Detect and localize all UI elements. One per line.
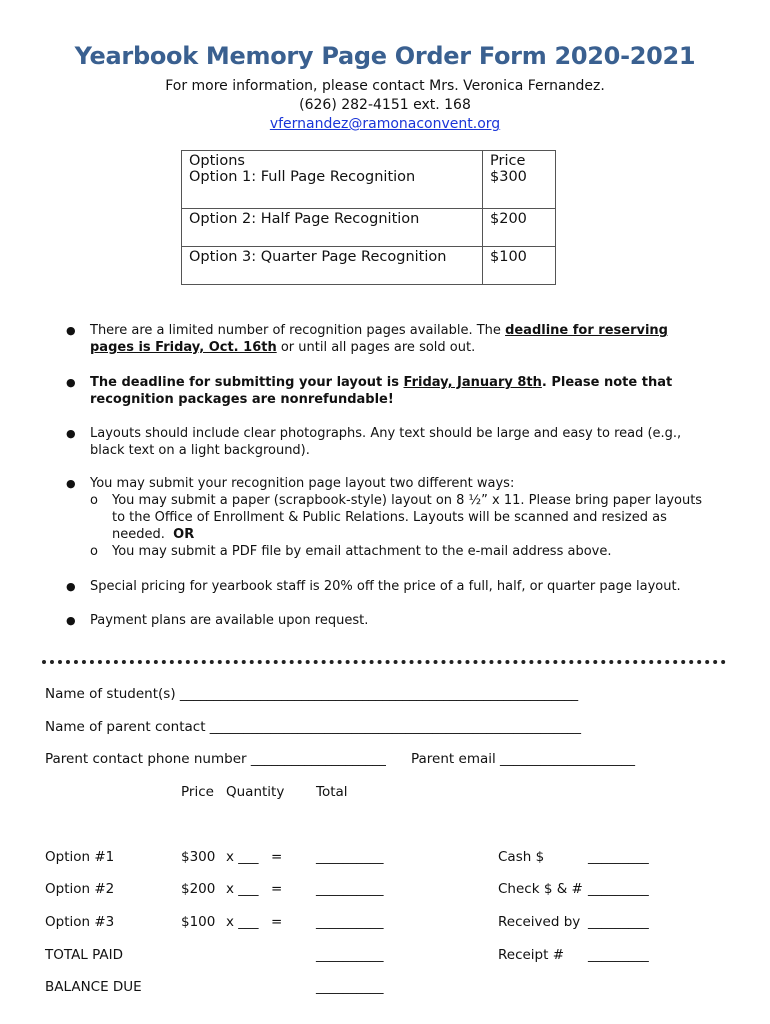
- equals-sign: =: [271, 914, 283, 930]
- bullet-text: The deadline for submitting your layout is: [90, 375, 404, 390]
- list-item: [66, 425, 716, 459]
- option-1-quantity-field[interactable]: x ___: [226, 849, 259, 865]
- bullet-icon: ●: [66, 477, 76, 490]
- bullet-text: There are a limited number of recognition pages available. The: [90, 323, 506, 338]
- option-3-total-field[interactable]: __________: [316, 914, 384, 930]
- balance-due-field[interactable]: __________: [316, 979, 384, 995]
- option-1-label: Option 1: Full Page Recognition: [189, 169, 416, 185]
- table-header-price: Price: [490, 153, 526, 169]
- bullet-text: or until all pages are sold out.: [276, 340, 476, 355]
- option-2-row-label: Option #2: [45, 881, 115, 897]
- col-header-quantity: Quantity: [226, 784, 285, 800]
- sub-list-item: [90, 492, 716, 543]
- parent-phone-field[interactable]: Parent contact phone number ____________________: [45, 751, 386, 767]
- list-item: [66, 578, 716, 595]
- option-2-label: Option 2: Half Page Recognition: [182, 209, 483, 247]
- col-header-total: Total: [316, 784, 348, 800]
- received-by-label: Received by: [498, 914, 581, 930]
- option-1-price: $300: [490, 169, 527, 185]
- bullet-text: Special pricing for yearbook staff is 20% off the price of a full, half, or quarter page layout.: [90, 579, 681, 594]
- bullet-text: Payment plans are available upon request.: [90, 613, 369, 628]
- option-2-total-field[interactable]: __________: [316, 881, 384, 897]
- layout-deadline: Friday, January 8th: [403, 375, 542, 390]
- total-paid-label: TOTAL PAID: [45, 947, 124, 963]
- list-item: [66, 322, 716, 356]
- bullet-text: . Please note that recognition packages are nonrefundable!: [90, 375, 673, 407]
- option-1-row-price: $300: [181, 849, 216, 865]
- bullet-icon: ●: [66, 376, 76, 389]
- check-label: Check $ & #: [498, 881, 583, 897]
- bullet-icon: ●: [66, 324, 76, 337]
- contact-line: For more information, please contact Mrs. Veronica Fernandez.: [165, 78, 605, 94]
- list-item: [66, 374, 716, 408]
- table-cell-price: [483, 151, 556, 209]
- bullet-icon: ●: [66, 580, 76, 593]
- cash-field[interactable]: _________: [588, 849, 649, 865]
- cash-label: Cash $: [498, 849, 545, 865]
- option-2-quantity-field[interactable]: x ___: [226, 881, 259, 897]
- list-item: [66, 475, 716, 560]
- option-3-price: $100: [483, 247, 556, 285]
- col-header-price: Price: [181, 784, 214, 800]
- contact-email-link[interactable]: vfernandez@ramonaconvent.org: [269, 116, 501, 132]
- sub-bullet-text: You may submit a PDF file by email attachment to the e-mail address above.: [112, 544, 612, 559]
- table-cell-option: [182, 151, 483, 209]
- table-row: [182, 151, 556, 209]
- student-name-field[interactable]: Name of student(s) ___________________________________________________________: [45, 686, 579, 702]
- equals-sign: =: [271, 849, 283, 865]
- sub-bullet-text: You may submit a paper (scrapbook-style) layout on 8 ½” x 11. Please bring paper layouts to the Office of Enrollment & Public Relations. Layouts will be scanned and resized as needed.: [112, 493, 703, 542]
- bullet-text: Layouts should include clear photographs. Any text should be large and easy to read (e.g., black text on a light background).: [90, 426, 682, 458]
- table-header-option: Options: [189, 153, 245, 169]
- receipt-label: Receipt #: [498, 947, 565, 963]
- options-table: [181, 150, 556, 285]
- page-title: Yearbook Memory Page Order Form 2020-2021: [74, 42, 696, 70]
- sub-bullet-icon: o: [90, 544, 98, 559]
- cut-line-divider: [42, 660, 726, 664]
- option-3-quantity-field[interactable]: x ___: [226, 914, 259, 930]
- option-2-row-price: $200: [181, 881, 216, 897]
- table-row: [182, 247, 556, 285]
- balance-due-label: BALANCE DUE: [45, 979, 142, 995]
- option-1-total-field[interactable]: __________: [316, 849, 384, 865]
- sub-list-item: [90, 543, 716, 560]
- option-3-row-price: $100: [181, 914, 216, 930]
- contact-phone: (626) 282-4151 ext. 168: [299, 97, 471, 113]
- bullet-icon: ●: [66, 427, 76, 440]
- parent-email-field[interactable]: Parent email ____________________: [411, 751, 636, 767]
- parent-name-field[interactable]: Name of parent contact _______________________________________________________: [45, 719, 582, 735]
- option-3-label: Option 3: Quarter Page Recognition: [182, 247, 483, 285]
- table-row: [182, 209, 556, 247]
- received-by-field[interactable]: _________: [588, 914, 649, 930]
- equals-sign: =: [271, 881, 283, 897]
- sub-bullet-icon: o: [90, 493, 98, 508]
- option-3-row-label: Option #3: [45, 914, 115, 930]
- reservation-deadline: deadline for reserving pages is Friday, Oct. 16th: [90, 323, 668, 355]
- receipt-field[interactable]: _________: [588, 947, 649, 963]
- bullet-text: You may submit your recognition page layout two different ways:: [90, 476, 515, 491]
- bullet-icon: ●: [66, 614, 76, 627]
- option-1-row-label: Option #1: [45, 849, 115, 865]
- option-2-price: $200: [483, 209, 556, 247]
- total-paid-field[interactable]: __________: [316, 947, 384, 963]
- list-item: [66, 612, 716, 629]
- check-field[interactable]: _________: [588, 881, 649, 897]
- or-text: OR: [173, 527, 195, 542]
